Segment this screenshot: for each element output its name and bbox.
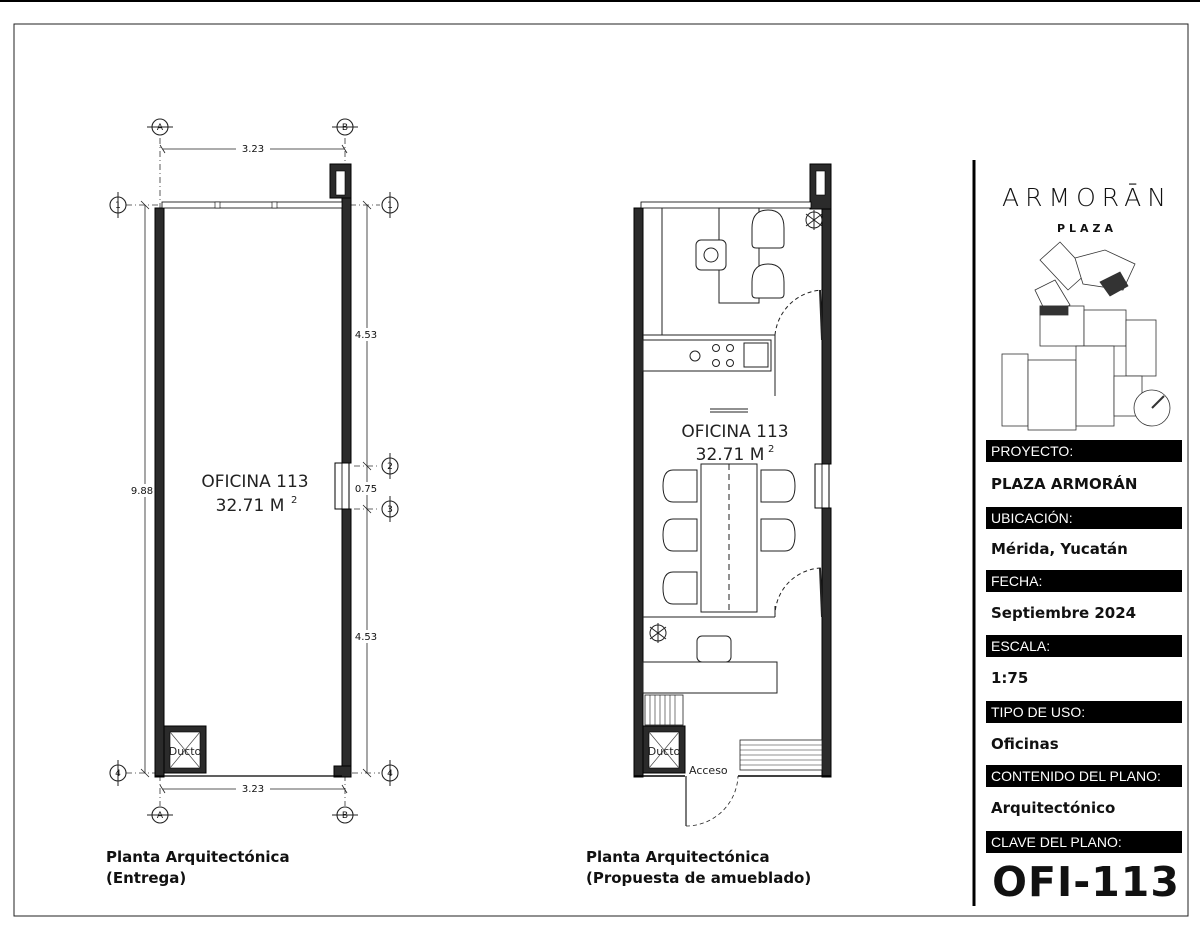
- plan-title-propuesta: [586, 847, 811, 889]
- axis-4-label: 4: [387, 769, 393, 779]
- axis-b-label: B: [341, 811, 349, 821]
- chair-meeting: [761, 519, 795, 551]
- field-label-proyecto: PROYECTO:: [986, 440, 1182, 462]
- axis-2-label: 2: [387, 462, 393, 472]
- field-label-contenido: CONTENIDO DEL PLANO:: [986, 765, 1182, 787]
- dim-top-label: 3.23: [241, 144, 265, 155]
- dim-right-mid-label: 0.75: [354, 484, 378, 495]
- field-label-tipo-uso: TIPO DE USO:: [986, 701, 1182, 723]
- plant: [650, 623, 666, 643]
- room-name: OFICINA 113: [201, 472, 309, 492]
- room-area-sup: 2: [768, 444, 775, 455]
- facade-glazing: [162, 202, 342, 208]
- key-plan: [1002, 242, 1170, 430]
- plan-title-line2: (Entrega): [106, 869, 187, 887]
- access-label: Acceso: [689, 764, 728, 777]
- room-area: 32.71 M: [695, 445, 765, 465]
- duct-label: Ducto: [168, 745, 202, 758]
- field-label-fecha: FECHA:: [986, 570, 1182, 592]
- field-value-tipo-uso: Oficinas: [991, 735, 1059, 753]
- chair-guest: [752, 210, 784, 248]
- plan-title-line1: Planta Arquitectónica: [586, 848, 770, 866]
- room-area-sup: 2: [291, 495, 298, 506]
- plan-propuesta: [634, 164, 831, 826]
- duct-label: Ducto: [647, 745, 681, 758]
- field-label-clave: CLAVE DEL PLANO:: [986, 831, 1182, 853]
- brand-logo: ARMORĀN: [1002, 183, 1172, 212]
- wall-left: [155, 208, 164, 777]
- field-label-ubicacion: UBICACIÓN:: [986, 507, 1182, 529]
- field-value-escala: 1:75: [991, 669, 1029, 687]
- dim-right-upper-label: 4.53: [354, 330, 378, 341]
- wall-right-upper: [822, 208, 831, 464]
- field-value-proyecto: PLAZA ARMORÁN: [991, 475, 1138, 493]
- chair-guest: [752, 264, 784, 298]
- dim-bottom-label: 3.23: [241, 784, 265, 795]
- chair-meeting: [761, 470, 795, 502]
- wall-corner: [334, 766, 351, 777]
- axis-4-label: 4: [115, 769, 121, 779]
- room-area: 32.71 M: [215, 496, 285, 516]
- chair-meeting: [663, 470, 697, 502]
- wall-right-lower: [342, 509, 351, 777]
- dim-right-lower-label: 4.53: [354, 632, 378, 643]
- facade-glazing: [641, 202, 811, 208]
- field-label-escala: ESCALA:: [986, 635, 1182, 657]
- chair-reception: [697, 636, 731, 662]
- dim-left-label: 9.88: [130, 486, 154, 497]
- chair-meeting: [663, 519, 697, 551]
- axis-a-label: A: [156, 123, 164, 133]
- plan-title-line2: (Propuesta de amueblado): [586, 869, 812, 887]
- axis-1-label: 1: [115, 201, 121, 211]
- brand-subtitle: PLAZA: [1056, 222, 1118, 235]
- field-value-contenido: Arquitectónico: [991, 799, 1116, 817]
- wall-right-upper: [342, 197, 351, 463]
- chair-meeting: [663, 572, 697, 604]
- field-value-ubicacion: Mérida, Yucatán: [991, 540, 1128, 558]
- wall-right-lower: [822, 508, 831, 777]
- axis-3-label: 3: [387, 505, 393, 515]
- axis-1-label: 1: [387, 201, 393, 211]
- plant: [806, 210, 822, 230]
- field-value-fecha: Septiembre 2024: [991, 604, 1137, 622]
- axis-b-label: B: [341, 123, 349, 133]
- plan-title-line1: Planta Arquitectónica: [106, 848, 290, 866]
- room-name: OFICINA 113: [681, 422, 789, 442]
- wall-left: [634, 208, 643, 777]
- axis-a-label: A: [156, 811, 164, 821]
- plan-entrega: [110, 119, 398, 823]
- sheet-code: OFI-113: [992, 858, 1180, 906]
- plan-title-entrega: [106, 847, 290, 889]
- reception-desk: [643, 662, 777, 693]
